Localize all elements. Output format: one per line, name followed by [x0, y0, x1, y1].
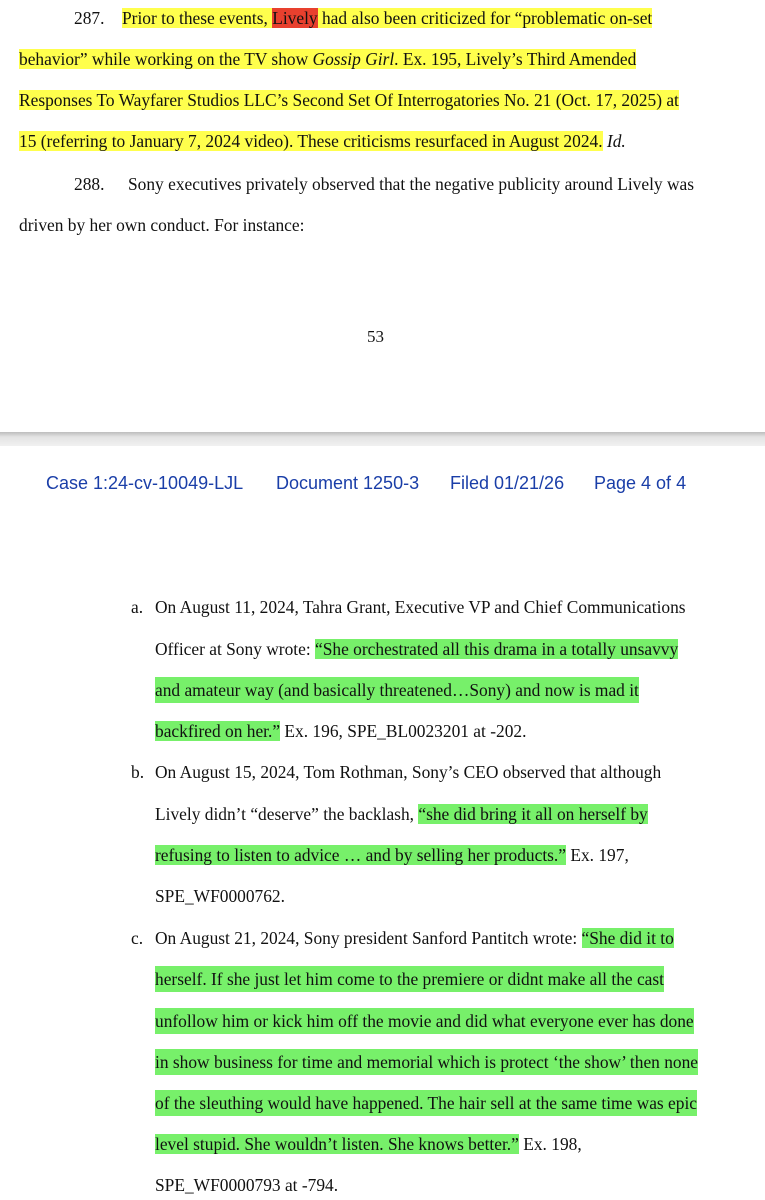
item-text: Lively didn’t “deserve” the backlash, [155, 804, 419, 824]
item-text: On August 11, 2024, Tahra Grant, Executive VP and Chief Communications [155, 597, 686, 617]
item-text: Ex. 196, SPE_BL0023201 at -202. [280, 721, 527, 741]
previous-page [0, 0, 765, 432]
para-288-text: Sony executives privately observed that the negative publicity around Lively was [128, 174, 695, 194]
page-divider [0, 432, 765, 446]
item-text: Officer at Sony wrote: [155, 639, 316, 659]
highlight-green: “she did bring it all on herself by [418, 804, 648, 824]
item-text: On August 15, 2024, Tom Rothman, Sony’s CEO observed that although [155, 762, 662, 782]
para-287-line-4 [19, 128, 765, 154]
document-number: Document 1250-3 [276, 473, 420, 493]
highlight-green: in show business for time and memorial which is protect ‘the show’ then none [155, 1049, 698, 1075]
item-label: a. [131, 597, 144, 617]
highlight-red-name: Lively [272, 8, 318, 28]
highlight-green: backfired on her.” [155, 721, 281, 741]
item-text: SPE_WF0000793 at -794. [155, 1175, 339, 1195]
highlight-green: “She orchestrated all this drama in a totally unsavvy [315, 639, 679, 659]
highlight-yellow: . Ex. 195, Lively’s Third Amended [394, 49, 637, 69]
show-title: Gossip Girl [312, 49, 395, 69]
highlight-green: and amateur way (and basically threatened…Sony) and now is mad it [155, 677, 639, 703]
para-287-line-2 [19, 46, 765, 72]
para-288-line-2 [19, 212, 765, 238]
highlight-yellow: had also been criticized for “problematic on-set [317, 8, 653, 28]
page-number: 53 [367, 327, 384, 346]
highlight-green: herself. If she just let him come to the premiere or didnt make all the cast [155, 966, 664, 992]
item-label: b. [131, 762, 145, 782]
item-text: Ex. 197, [566, 845, 629, 865]
highlight-yellow: 15 (referring to January 7, 2024 video). These criticisms resurfaced in August 2024. [19, 131, 603, 151]
para-288-text: driven by her own conduct. For instance: [19, 215, 305, 235]
item-text: SPE_WF0000762. [155, 886, 285, 906]
para-288-number: 288. [74, 174, 105, 194]
item-text: On August 21, 2024, Sony president Sanford Pantitch wrote: [155, 928, 582, 948]
highlight-yellow: Prior to these events, [122, 8, 273, 28]
id-citation: Id. [606, 131, 626, 151]
case-number: Case 1:24-cv-10049-LJL [46, 473, 244, 493]
highlight-green: unfollow him or kick him off the movie and did what everyone ever has done [155, 1008, 694, 1034]
para-287-number: 287. [74, 8, 105, 28]
highlight-green: level stupid. She wouldn’t listen. She knows better.” [155, 1134, 519, 1154]
highlight-green: of the sleuthing would have happened. The hair sell at the same time was epic [155, 1090, 697, 1116]
highlight-yellow: Responses To Wayfarer Studios LLC’s Second Set Of Interrogatories No. 21 (Oct. 17, 2025) at [19, 90, 679, 110]
highlight-green: refusing to listen to advice … and by selling her products.” [155, 845, 566, 865]
page-indicator: Page 4 of 4 [594, 473, 687, 493]
item-label: c. [131, 928, 144, 948]
para-287-line-3 [19, 87, 765, 113]
highlight-yellow: behavior” while working on the TV show [19, 49, 313, 69]
highlight-green: “She did it to [581, 928, 674, 948]
filing-header [0, 470, 765, 496]
item-text: Ex. 198, [518, 1134, 582, 1154]
filed-date: Filed 01/21/26 [450, 473, 565, 493]
